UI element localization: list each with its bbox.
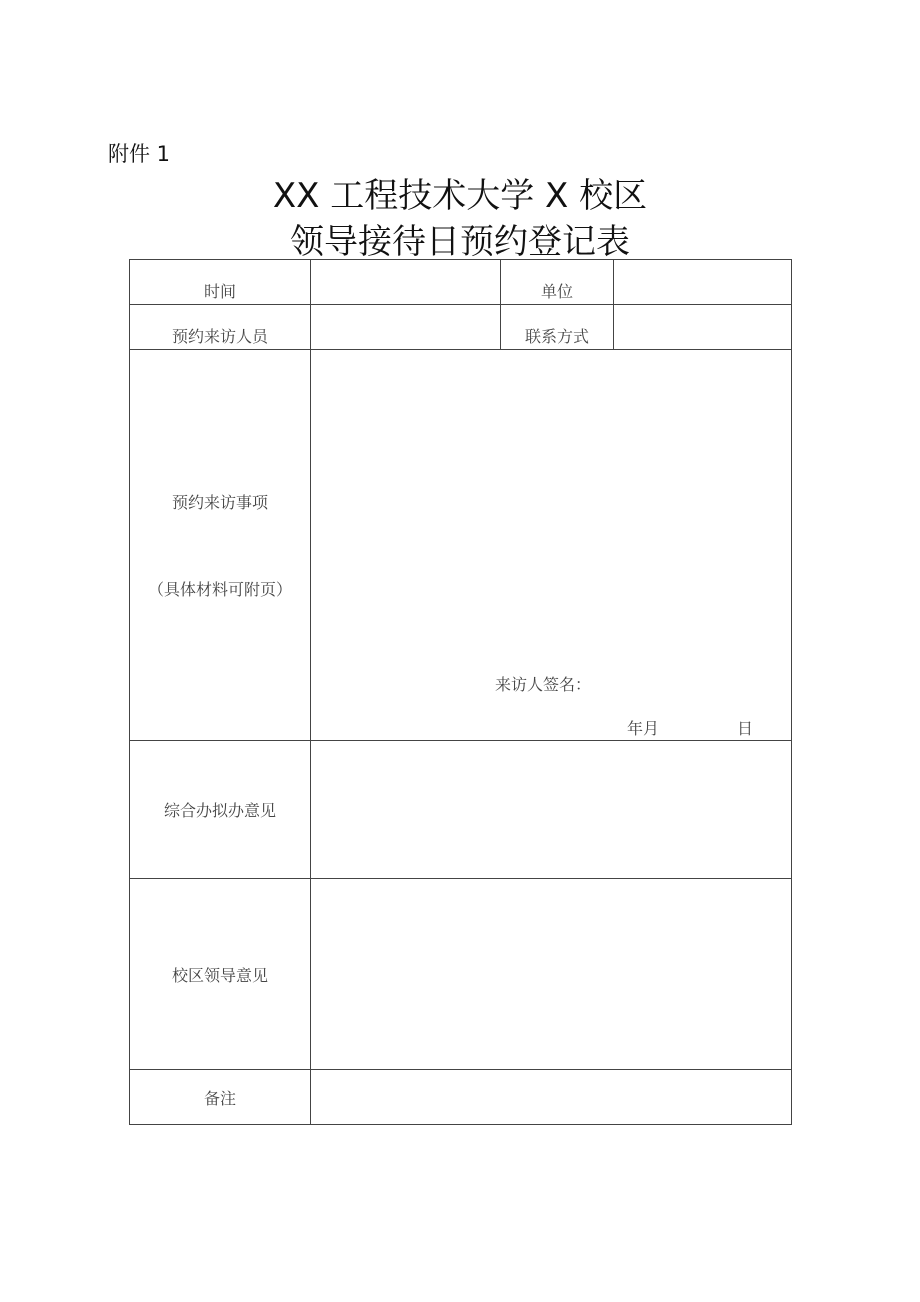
matter-label-cell xyxy=(130,350,311,741)
visit-matter-row xyxy=(130,350,792,741)
visitor-label: 预约来访人员 xyxy=(171,327,268,346)
remarks-label-cell xyxy=(130,1070,311,1125)
leader-opinion-row xyxy=(130,879,792,1070)
unit-label-cell xyxy=(501,260,614,305)
contact-input-cell[interactable] xyxy=(614,305,792,350)
office-opinion-input-cell[interactable] xyxy=(311,741,792,879)
contact-label-cell xyxy=(501,305,614,350)
matter-input-cell[interactable] xyxy=(311,350,792,741)
unit-label: 单位 xyxy=(540,282,573,301)
time-label: 时间 xyxy=(203,282,236,301)
registration-form-table xyxy=(129,259,792,1125)
contact-label: 联系方式 xyxy=(524,327,589,346)
visitor-input-cell[interactable] xyxy=(311,305,501,350)
remarks-label: 备注 xyxy=(203,1088,236,1108)
attachment-label: 附件 1 xyxy=(108,142,171,166)
date-year-month: 年月 xyxy=(627,719,660,738)
leader-opinion-input-cell[interactable] xyxy=(311,879,792,1070)
office-opinion-row xyxy=(130,741,792,879)
unit-input-cell[interactable] xyxy=(614,260,792,305)
signature-label: 来访人签名： xyxy=(495,675,592,694)
time-input-cell[interactable] xyxy=(311,260,501,305)
matter-note: （具体材料可附页） xyxy=(147,580,292,599)
time-label-cell xyxy=(130,260,311,305)
leader-opinion-label-cell xyxy=(130,879,311,1070)
form-title-line2: 领导接待日预约登记表 xyxy=(290,222,630,262)
leader-opinion-label: 校区领导意见 xyxy=(171,965,268,985)
remarks-row xyxy=(130,1070,792,1125)
matter-label: 预约来访事项 xyxy=(171,493,268,512)
form-title-line1: XX 工程技术大学 X 校区 xyxy=(272,176,648,216)
visitor-contact-row xyxy=(130,305,792,350)
remarks-input-cell[interactable] xyxy=(311,1070,792,1125)
visitor-label-cell xyxy=(130,305,311,350)
time-unit-row xyxy=(130,260,792,305)
office-opinion-label: 综合办拟办意见 xyxy=(163,801,276,820)
office-opinion-label-cell xyxy=(130,741,311,879)
date-day: 日 xyxy=(737,719,754,738)
